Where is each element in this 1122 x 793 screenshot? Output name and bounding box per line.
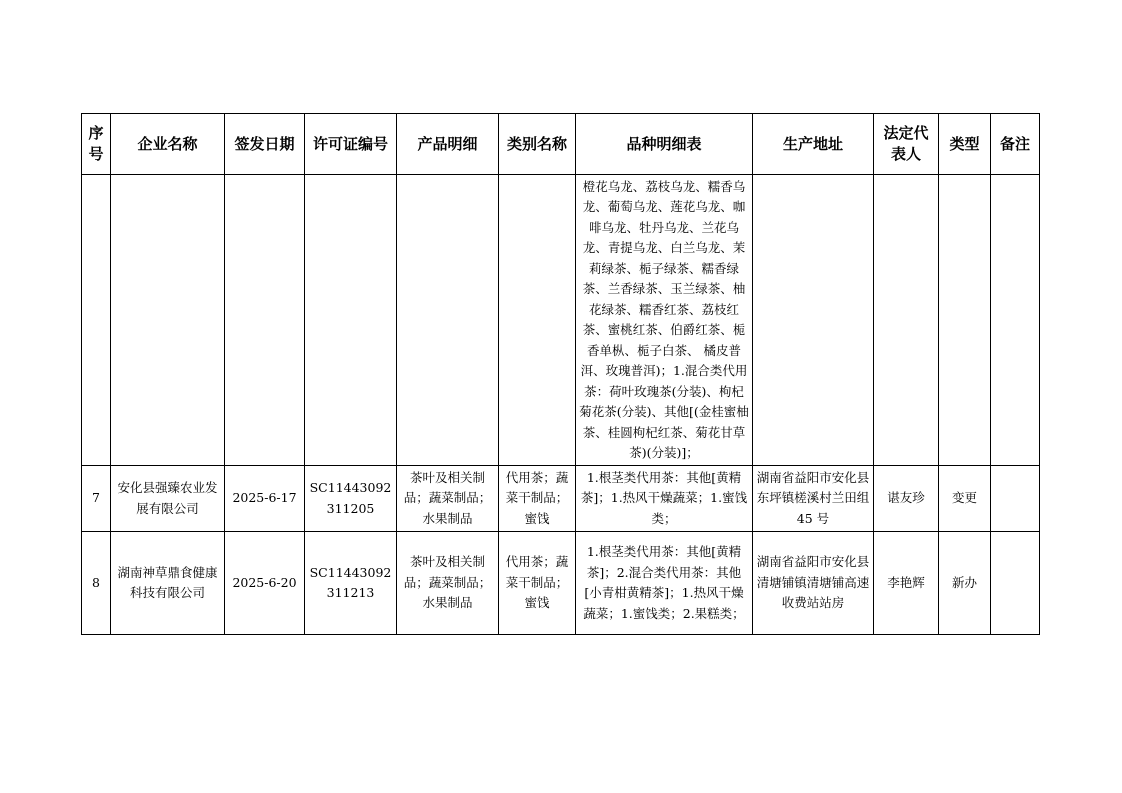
- license-table: [81, 113, 1040, 635]
- table-row: [82, 466, 1040, 532]
- header-company: 企业名称: [111, 114, 225, 175]
- cell-seq: [82, 175, 111, 466]
- cell-variety-list: 1.根茎类代用茶：其他[黄精茶]；1.热风干燥蔬菜；1.蜜饯类；: [576, 466, 753, 532]
- table-row-continued: [82, 175, 1040, 466]
- cell-category-name: 代用茶；蔬菜干制品；蜜饯: [499, 466, 576, 532]
- cell-product-detail: 茶叶及相关制品；蔬菜制品；水果制品: [397, 466, 499, 532]
- cell-license-no: SC11443092311213: [305, 532, 397, 635]
- cell-legal-rep: 李艳辉: [874, 532, 939, 635]
- header-variety-list: 品种明细表: [576, 114, 753, 175]
- cell-legal-rep: [874, 175, 939, 466]
- cell-category-name: 代用茶；蔬菜干制品；蜜饯: [499, 532, 576, 635]
- cell-license-no: SC11443092311205: [305, 466, 397, 532]
- header-row: [82, 114, 1040, 175]
- header-legal-rep: 法定代表人: [874, 114, 939, 175]
- header-seq: 序号: [82, 114, 111, 175]
- cell-company: [111, 175, 225, 466]
- cell-issue-date: 2025-6-17: [225, 466, 305, 532]
- cell-address: 湖南省益阳市安化县清塘铺镇清塘铺高速收费站站房: [753, 532, 874, 635]
- header-remark: 备注: [991, 114, 1040, 175]
- header-type: 类型: [939, 114, 991, 175]
- cell-remark: [991, 532, 1040, 635]
- cell-type: [939, 175, 991, 466]
- cell-seq: 8: [82, 532, 111, 635]
- cell-license-no: [305, 175, 397, 466]
- header-issue-date: 签发日期: [225, 114, 305, 175]
- cell-company: 湖南神草鼎食健康科技有限公司: [111, 532, 225, 635]
- header-product-detail: 产品明细: [397, 114, 499, 175]
- cell-company: 安化县强臻农业发展有限公司: [111, 466, 225, 532]
- cell-seq: 7: [82, 466, 111, 532]
- cell-address: [753, 175, 874, 466]
- cell-type: 变更: [939, 466, 991, 532]
- header-category-name: 类别名称: [499, 114, 576, 175]
- cell-category-name: [499, 175, 576, 466]
- cell-remark: [991, 175, 1040, 466]
- cell-variety-list: 橙花乌龙、荔枝乌龙、糯香乌龙、葡萄乌龙、莲花乌龙、咖啡乌龙、牡丹乌龙、兰花乌龙、青提乌龙、白兰乌龙、茉莉绿茶、栀子绿茶、糯香绿茶、兰香绿茶、玉兰绿茶、柚花绿茶、糯香红茶、荔枝红茶、蜜桃红茶、伯爵红茶、栀香单枞、栀子白茶、 橘皮普洱、玫瑰普洱)；1.混合类代用茶：荷叶玫瑰茶(分装)、枸杞菊花茶(分装)、其他[(金桂蜜柚茶、桂圆枸杞红茶、菊花甘草茶)(分装)]；: [576, 175, 753, 466]
- header-license-no: 许可证编号: [305, 114, 397, 175]
- cell-legal-rep: 谌友珍: [874, 466, 939, 532]
- cell-variety-list: 1.根茎类代用茶：其他[黄精茶]；2.混合类代用茶：其他[小青柑黄精茶]；1.热风干燥蔬菜；1.蜜饯类；2.果糕类；: [576, 532, 753, 635]
- table-row: [82, 532, 1040, 635]
- cell-issue-date: [225, 175, 305, 466]
- cell-remark: [991, 466, 1040, 532]
- cell-address: 湖南省益阳市安化县东坪镇槎溪村兰田组 45 号: [753, 466, 874, 532]
- cell-issue-date: 2025-6-20: [225, 532, 305, 635]
- cell-product-detail: [397, 175, 499, 466]
- header-address: 生产地址: [753, 114, 874, 175]
- cell-type: 新办: [939, 532, 991, 635]
- cell-product-detail: 茶叶及相关制品；蔬菜制品；水果制品: [397, 532, 499, 635]
